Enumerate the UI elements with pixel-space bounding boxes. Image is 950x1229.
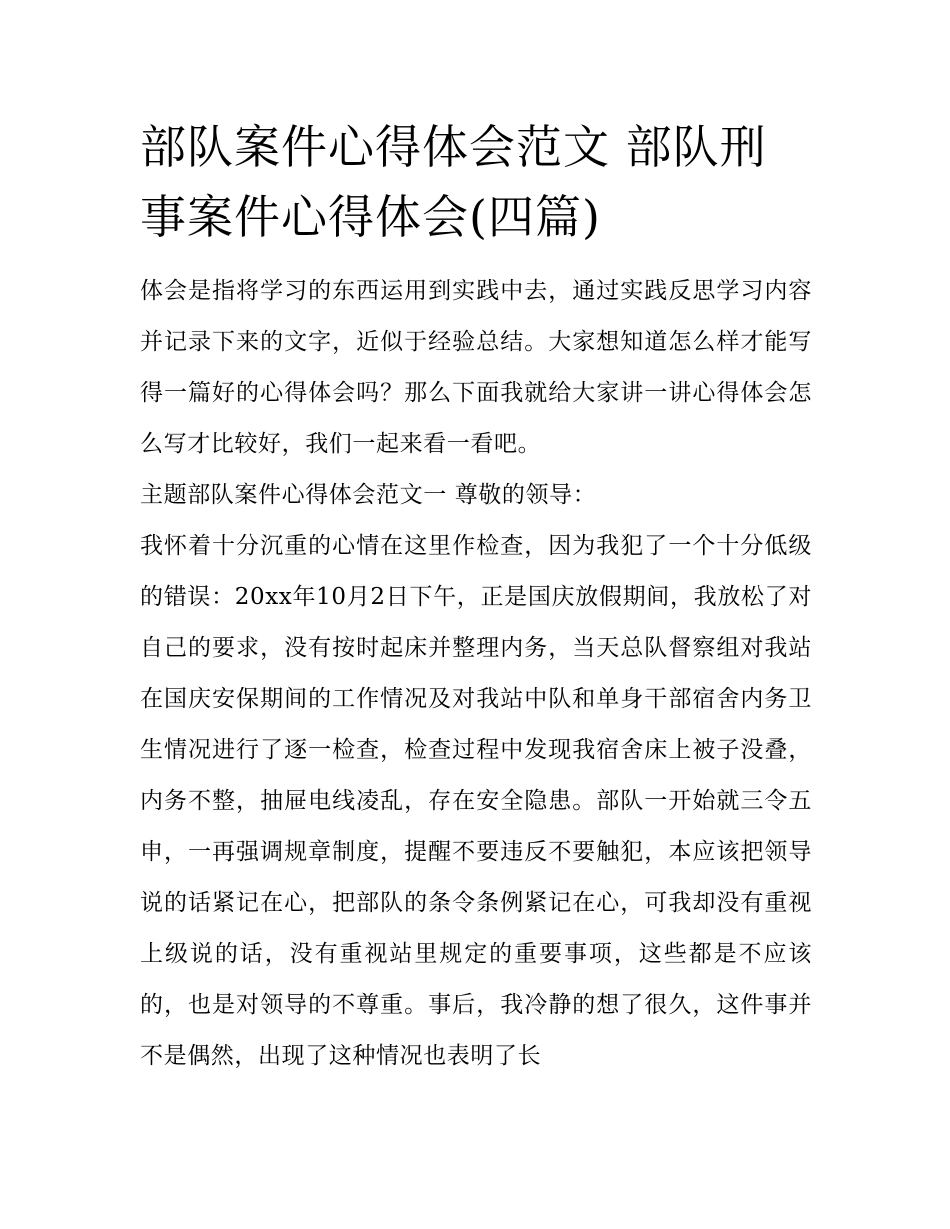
intro-paragraph: 体会是指将学习的东西运用到实践中去，通过实践反思学习内容并记录下来的文字，近似于经验总结。大家想知道怎么样才能写得一篇好的心得体会吗？那么下面我就给大家讲一讲心得体会怎么写才比较好，我们一起来看一看吧。 (140, 278, 812, 457)
document-body (140, 266, 812, 1082)
section-heading: 主题部队案件心得体会范文一 尊敬的领导： (140, 482, 597, 508)
document-page (140, 112, 812, 1082)
document-title: 部队案件心得体会范文 部队刑事案件心得体会(四篇) (140, 120, 767, 244)
body-paragraph: 我怀着十分沉重的心情在这里作检查，因为我犯了一个十分低级的错误：20xx年10月2日下午，正是国庆放假期间，我放松了对自己的要求，没有按时起床并整理内务，当天总队督察组对我站在国庆安保期间的工作情况及对我站中队和单身干部宿舍内务卫生情况进行了逐一检查，检查过程中发现我宿舍床上被子没叠，内务不整，抽屉电线凌乱，存在安全隐患。部队一开始就三令五申，一再强调规章制度，提醒不要违反不要触犯，本应该把领导说的话紧记在心，把部队的条令条例紧记在心，可我却没有重视上级说的话，没有重视站里规定的重要事项，这些都是不应该的，也是对领导的不尊重。事后，我冷静的想了很久，这件事并不是偶然，出现了这种情况也表明了长 (140, 533, 812, 1069)
